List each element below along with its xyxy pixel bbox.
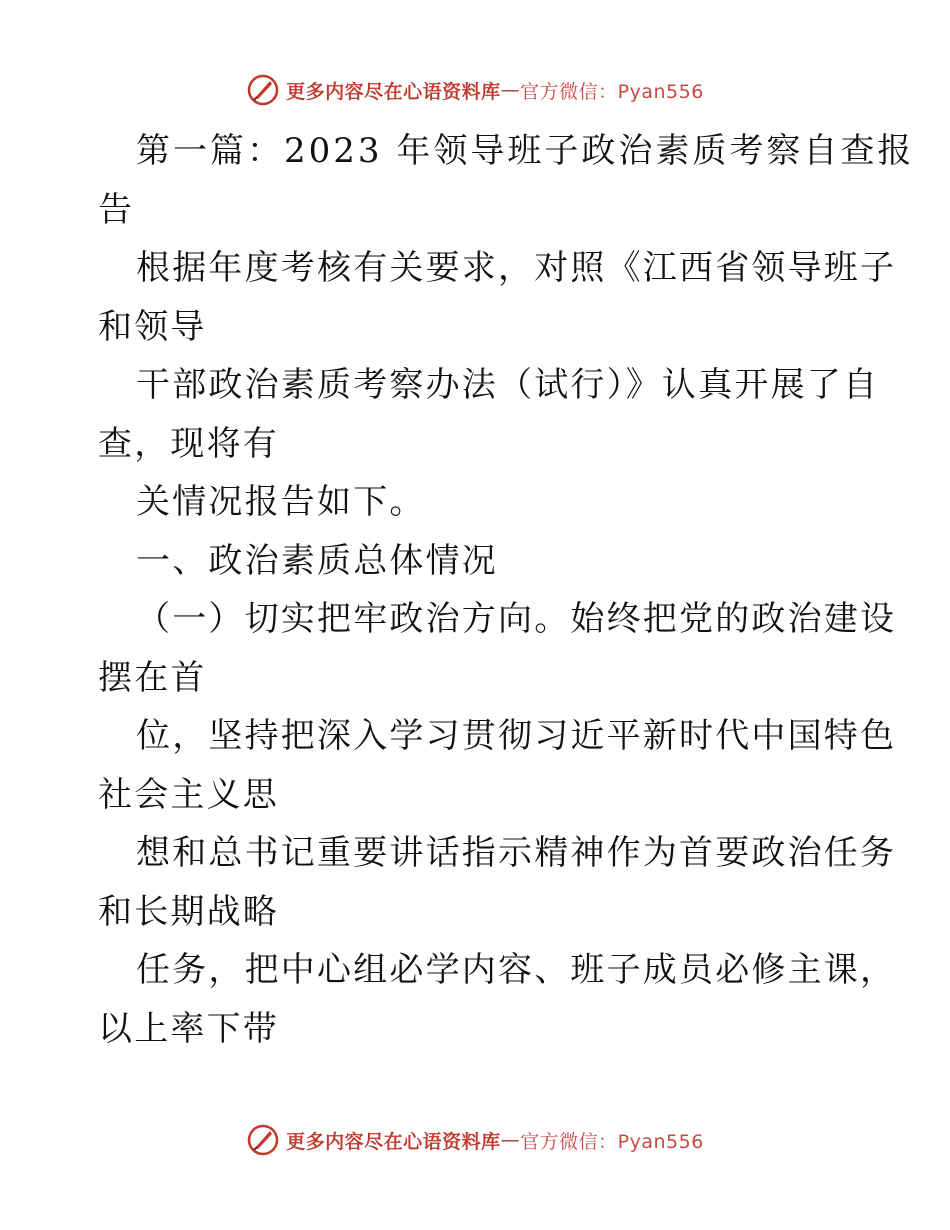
text-line: 想和总书记重要讲话指示精神作为首要政治任务 [136, 833, 897, 873]
text-line: 干部政治素质考察办法（试行）》认真开展了自 [136, 365, 880, 405]
watermark-account: 官方微信：Pyan556 [520, 80, 704, 103]
text-line: 任务，把中心组必学内容、班子成员必修主课， [136, 950, 897, 990]
text-line: 关情况报告如下。 [136, 482, 426, 522]
text-line: 位，坚持把深入学习贯彻习近平新时代中国特色 [136, 716, 897, 756]
footer-watermark [0, 1120, 950, 1160]
document-body [98, 122, 915, 1058]
text-line: 查，现将有 [98, 423, 279, 464]
text-line: 和领导 [98, 306, 207, 347]
watermark-main-text: 更多内容尽在心语资料库 [286, 80, 501, 103]
text-line: 和长期战略 [98, 891, 279, 932]
text-line: （一）切实把牢政治方向。始终把党的政治建设 [136, 599, 897, 639]
section-heading: 一、政治素质总体情况 [136, 540, 498, 581]
document-title-line: 第一篇：2023 年领导班子政治素质考察自查报 [136, 131, 915, 171]
watermark-separator: — [500, 79, 521, 101]
watermark-main-text: 更多内容尽在心语资料库 [286, 1130, 501, 1153]
text-line: 摆在首 [98, 657, 207, 698]
feather-pen-circle-icon [246, 1123, 280, 1157]
text-line: 根据年度考核有关要求，对照《江西省领导班子 [136, 248, 897, 288]
watermark-separator: — [500, 1129, 521, 1151]
text-line: 告 [98, 189, 135, 230]
text-line: 以上率下带 [98, 1008, 279, 1049]
header-watermark [0, 70, 950, 110]
text-line: 社会主义思 [98, 774, 279, 815]
watermark-account: 官方微信：Pyan556 [520, 1130, 704, 1153]
feather-pen-circle-icon [246, 73, 280, 107]
